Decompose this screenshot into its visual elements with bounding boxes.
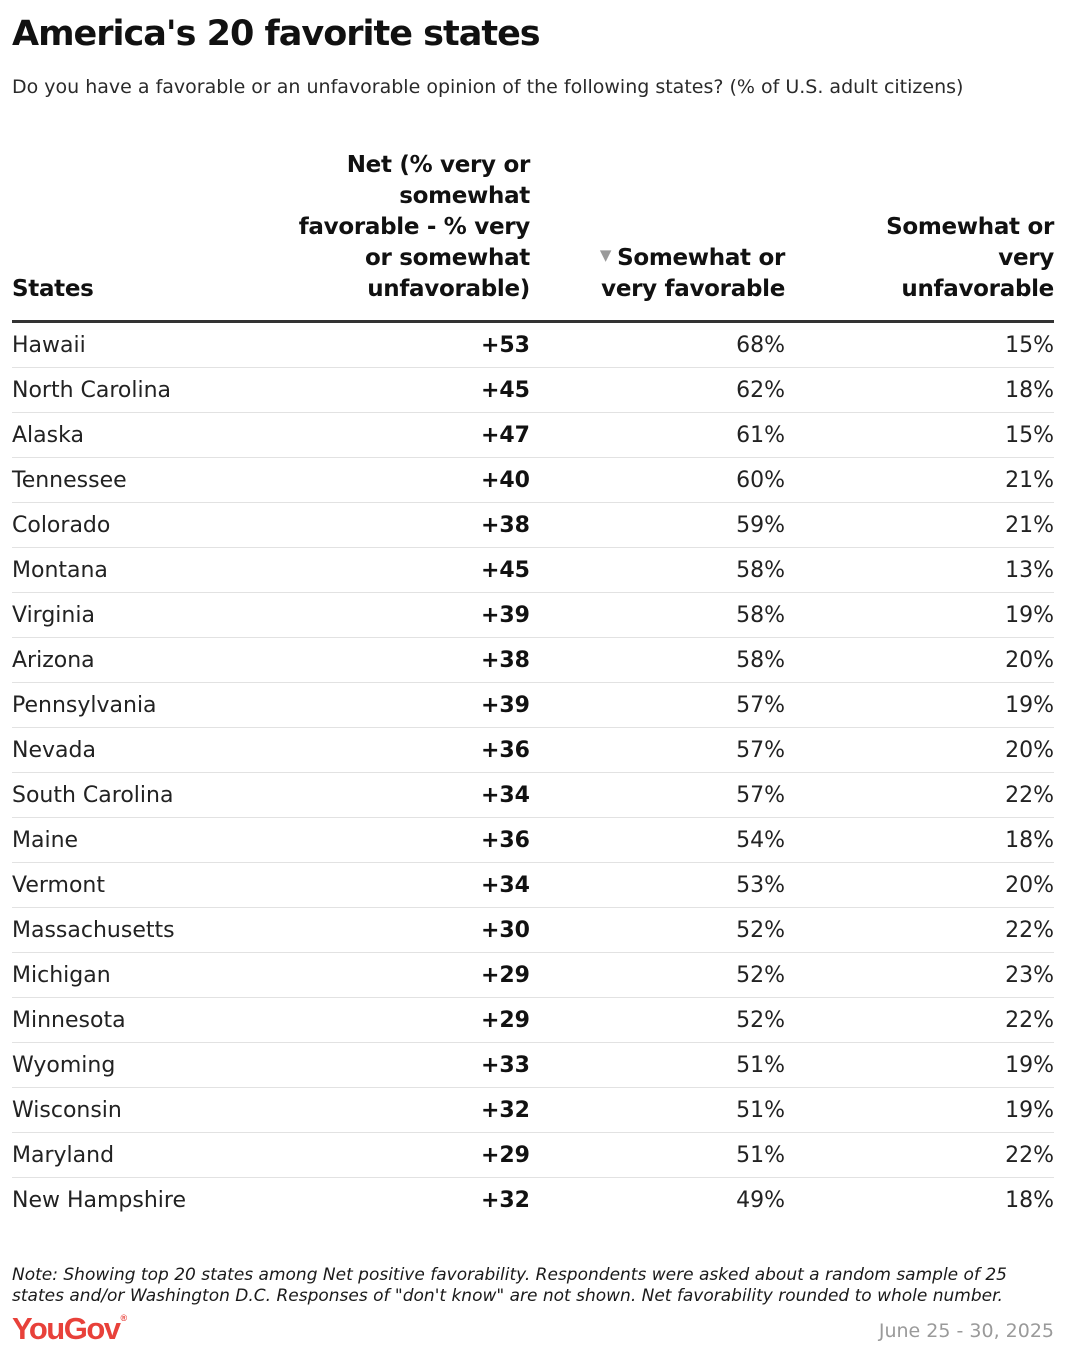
table-row bbox=[12, 773, 1054, 818]
cell-unfavorable: 22% bbox=[785, 908, 1054, 953]
table-row bbox=[12, 728, 1054, 773]
cell-state: Massachusetts bbox=[12, 908, 292, 953]
cell-net: +45 bbox=[292, 368, 530, 413]
table-row bbox=[12, 1133, 1054, 1178]
table-row bbox=[12, 548, 1054, 593]
cell-favorable: 60% bbox=[530, 458, 785, 503]
column-header-net[interactable] bbox=[292, 150, 530, 322]
cell-net: +39 bbox=[292, 683, 530, 728]
cell-favorable: 62% bbox=[530, 368, 785, 413]
column-header-favorable-label: Somewhat or very favorable bbox=[601, 245, 785, 302]
cell-net: +29 bbox=[292, 953, 530, 998]
cell-state: Wisconsin bbox=[12, 1088, 292, 1133]
cell-unfavorable: 19% bbox=[785, 683, 1054, 728]
cell-net: +34 bbox=[292, 773, 530, 818]
column-header-favorable[interactable] bbox=[530, 150, 785, 322]
favorability-table bbox=[12, 150, 1054, 1222]
cell-favorable: 58% bbox=[530, 548, 785, 593]
cell-favorable: 51% bbox=[530, 1088, 785, 1133]
table-row bbox=[12, 1088, 1054, 1133]
cell-favorable: 68% bbox=[530, 322, 785, 368]
cell-net: +34 bbox=[292, 863, 530, 908]
cell-unfavorable: 18% bbox=[785, 818, 1054, 863]
cell-favorable: 54% bbox=[530, 818, 785, 863]
column-header-net-label: Net (% very or somewhat favorable - % very or somewhat unfavorable) bbox=[298, 152, 530, 302]
cell-favorable: 57% bbox=[530, 683, 785, 728]
cell-net: +40 bbox=[292, 458, 530, 503]
page-title: America's 20 favorite states bbox=[12, 14, 540, 54]
table-row bbox=[12, 593, 1054, 638]
cell-net: +33 bbox=[292, 1043, 530, 1088]
table-row bbox=[12, 1178, 1054, 1223]
cell-unfavorable: 15% bbox=[785, 322, 1054, 368]
footnote: Note: Showing top 20 states among Net positive favorability. Respondents were asked about a random sample of 25 states and/or Washington D.C. Responses of "don't know" are not shown. Net favorability rounded to whole number. bbox=[12, 1265, 1007, 1306]
table-row bbox=[12, 1043, 1054, 1088]
cell-state: Vermont bbox=[12, 863, 292, 908]
cell-state: Colorado bbox=[12, 503, 292, 548]
cell-net: +38 bbox=[292, 503, 530, 548]
cell-unfavorable: 19% bbox=[785, 593, 1054, 638]
cell-favorable: 51% bbox=[530, 1133, 785, 1178]
table-row bbox=[12, 638, 1054, 683]
cell-state: Nevada bbox=[12, 728, 292, 773]
cell-unfavorable: 21% bbox=[785, 458, 1054, 503]
cell-unfavorable: 19% bbox=[785, 1043, 1054, 1088]
cell-net: +29 bbox=[292, 998, 530, 1043]
cell-favorable: 58% bbox=[530, 638, 785, 683]
cell-favorable: 52% bbox=[530, 908, 785, 953]
cell-favorable: 59% bbox=[530, 503, 785, 548]
cell-state: North Carolina bbox=[12, 368, 292, 413]
table-row bbox=[12, 818, 1054, 863]
column-header-unfavorable-label: Somewhat or very unfavorable bbox=[886, 214, 1054, 302]
cell-net: +32 bbox=[480, 1187, 530, 1213]
registered-mark: ® bbox=[120, 1313, 128, 1323]
table-row bbox=[12, 863, 1054, 908]
table-header-row bbox=[12, 150, 1054, 322]
cell-unfavorable: 20% bbox=[785, 728, 1054, 773]
cell-net: +47 bbox=[292, 413, 530, 458]
yougov-logo-text: YouGov bbox=[12, 1311, 120, 1346]
column-header-unfavorable[interactable] bbox=[785, 150, 1054, 322]
cell-unfavorable: 23% bbox=[785, 953, 1054, 998]
table-row bbox=[12, 908, 1054, 953]
cell-favorable: 53% bbox=[530, 863, 785, 908]
cell-favorable: 58% bbox=[530, 593, 785, 638]
cell-net: +29 bbox=[292, 1133, 530, 1178]
cell-unfavorable: 20% bbox=[785, 863, 1054, 908]
cell-unfavorable: 22% bbox=[785, 998, 1054, 1043]
cell-state: Maryland bbox=[12, 1133, 292, 1178]
cell-unfavorable: 20% bbox=[785, 638, 1054, 683]
cell-favorable: 52% bbox=[530, 953, 785, 998]
table-row bbox=[12, 683, 1054, 728]
cell-state: Michigan bbox=[12, 953, 292, 998]
cell-unfavorable: 13% bbox=[785, 548, 1054, 593]
cell-state: Minnesota bbox=[12, 998, 292, 1043]
table-row bbox=[12, 413, 1054, 458]
cell-net: +36 bbox=[292, 818, 530, 863]
cell-net: +36 bbox=[292, 728, 530, 773]
cell-favorable: 57% bbox=[530, 773, 785, 818]
cell-favorable: 52% bbox=[530, 998, 785, 1043]
cell-net: +39 bbox=[292, 593, 530, 638]
cell-favorable: 51% bbox=[530, 1043, 785, 1088]
cell-net: +53 bbox=[292, 322, 530, 368]
table-row bbox=[12, 998, 1054, 1043]
table-body bbox=[12, 322, 1054, 1223]
cell-state: Arizona bbox=[12, 638, 292, 683]
cell-state: Pennsylvania bbox=[12, 683, 292, 728]
cell-net: +32 bbox=[292, 1088, 530, 1133]
cell-state: Alaska bbox=[12, 413, 292, 458]
table-row bbox=[12, 368, 1054, 413]
cell-unfavorable: 18% bbox=[785, 368, 1054, 413]
sort-down-icon: ▼ bbox=[599, 246, 612, 264]
cell-state: Tennessee bbox=[12, 458, 292, 503]
cell-state: Wyoming bbox=[12, 1043, 292, 1088]
table-row bbox=[12, 503, 1054, 548]
cell-unfavorable: 21% bbox=[785, 503, 1054, 548]
cell-unfavorable: 18% bbox=[1005, 1187, 1054, 1213]
cell-net: +38 bbox=[292, 638, 530, 683]
cell-favorable: 61% bbox=[530, 413, 785, 458]
cell-net: +30 bbox=[292, 908, 530, 953]
cell-favorable: 57% bbox=[530, 728, 785, 773]
cell-state: Maine bbox=[12, 818, 292, 863]
yougov-logo bbox=[12, 1311, 127, 1347]
cell-state: Hawaii bbox=[12, 322, 292, 368]
table-row bbox=[12, 458, 1054, 503]
table-row bbox=[12, 322, 1054, 368]
date-range: June 25 - 30, 2025 bbox=[878, 1320, 1054, 1342]
cell-state: South Carolina bbox=[12, 773, 292, 818]
page-subtitle: Do you have a favorable or an unfavorable opinion of the following states? (% of U.S. adult citizens) bbox=[12, 76, 964, 98]
cell-unfavorable: 22% bbox=[785, 773, 1054, 818]
cell-state: New Hampshire bbox=[12, 1187, 187, 1213]
cell-favorable: 49% bbox=[736, 1187, 785, 1213]
cell-unfavorable: 15% bbox=[785, 413, 1054, 458]
table-row bbox=[12, 953, 1054, 998]
column-header-states[interactable]: States bbox=[12, 150, 292, 322]
cell-state: Montana bbox=[12, 548, 292, 593]
cell-unfavorable: 22% bbox=[785, 1133, 1054, 1178]
cell-state: Virginia bbox=[12, 593, 292, 638]
cell-unfavorable: 19% bbox=[785, 1088, 1054, 1133]
cell-net: +45 bbox=[292, 548, 530, 593]
